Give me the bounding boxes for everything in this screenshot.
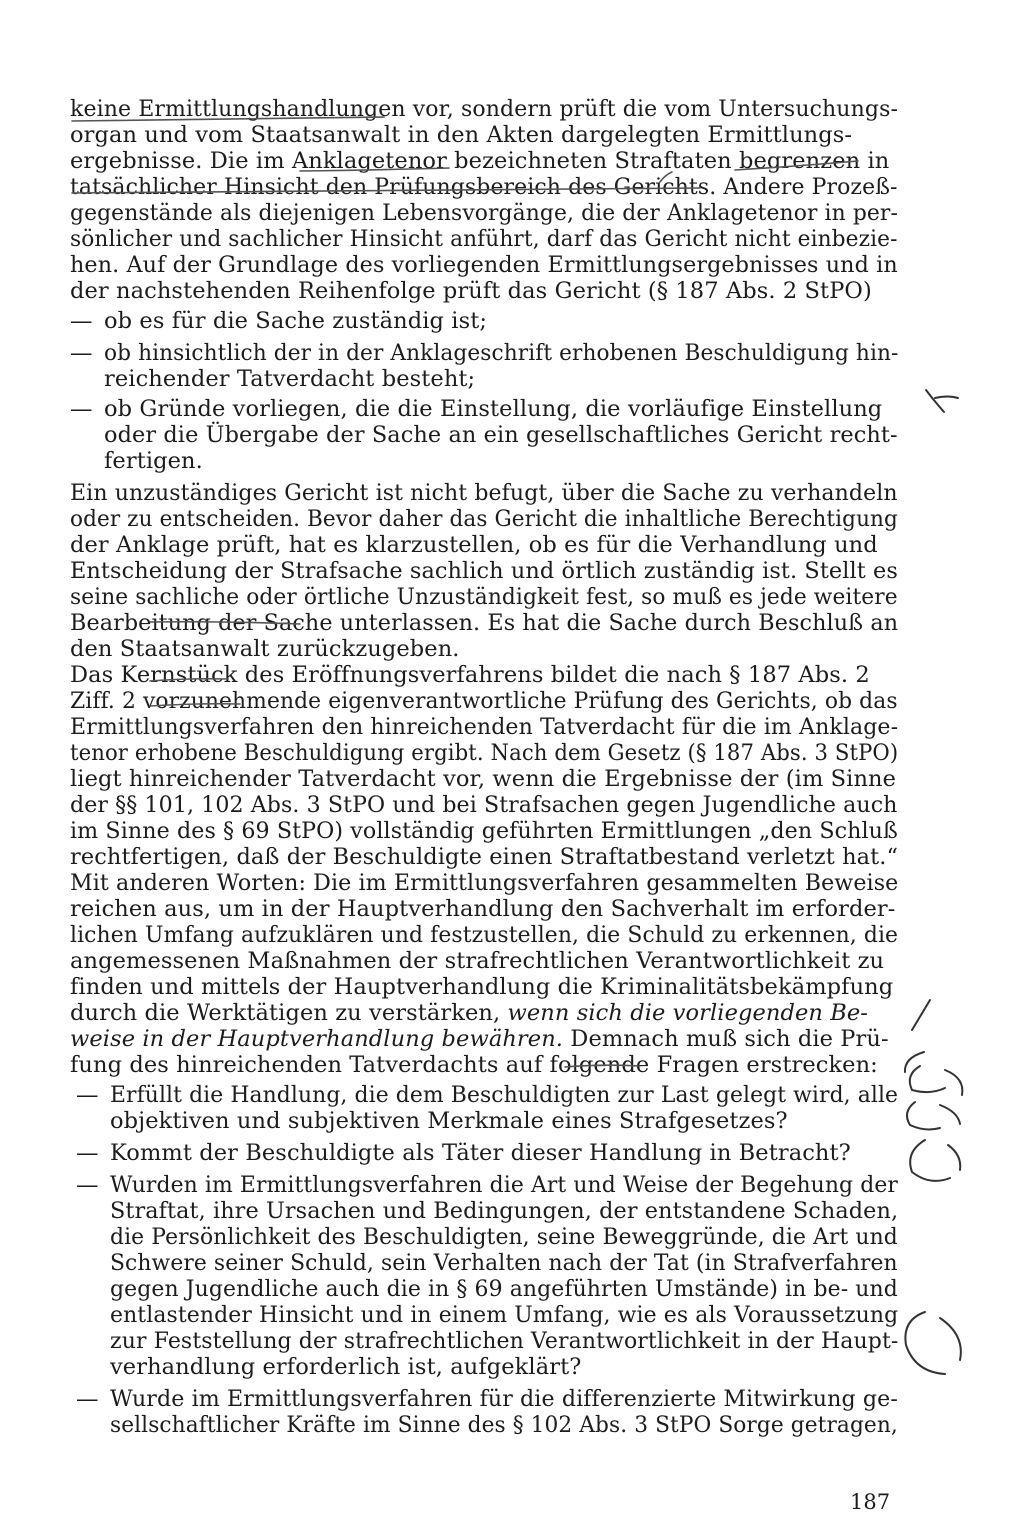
- list-item: Schwere seiner Schuld, sein Verhalten nach der Tat (in Strafverfahren: [110, 1250, 898, 1276]
- text-line: Ermittlungsverfahren den hinreichenden Tatverdacht für die im Anklage-: [70, 714, 899, 740]
- text-span: Demnach muß sich die Prü-: [563, 1026, 889, 1052]
- text-line: rechtfertigen, daß der Beschuldigte einen Straftatbestand verletzt hat.“: [70, 844, 899, 870]
- text-span: durch die Werktätigen zu verstärken,: [70, 1000, 508, 1026]
- list-dash: —: [70, 308, 93, 334]
- text-line: Ein unzuständiges Gericht ist nicht befugt, über die Sache zu verhandeln: [70, 480, 898, 506]
- text-line: reichen aus, um in der Hauptverhandlung den Sachverhalt im erforder-: [70, 896, 896, 922]
- list-dash: —: [70, 396, 93, 422]
- text-line: Entscheidung der Strafsache sachlich und örtlich zuständig ist. Stellt es: [70, 558, 898, 584]
- list-item: Erfüllt die Handlung, die dem Beschuldigten zur Last gelegt wird, alle: [110, 1082, 899, 1108]
- text-line: Das Kernstück des Eröffnungsverfahrens bildet die nach § 187 Abs. 2: [70, 662, 870, 688]
- list-item: Straftat, ihre Ursachen und Bedingungen, der entstandene Schaden,: [110, 1198, 899, 1224]
- list-item: sellschaftlicher Kräfte im Sinne des § 102 Abs. 3 StPO Sorge getragen,: [110, 1412, 898, 1438]
- text-line: im Sinne des § 69 StPO) vollständig geführten Ermittlungen „den Schluß: [70, 818, 898, 844]
- margin-bracket: [945, 1070, 962, 1095]
- list-item: Wurden im Ermittlungsverfahren die Art und Weise der Begehung der: [110, 1172, 898, 1198]
- list-item: reichender Tatverdacht besteht;: [104, 366, 476, 392]
- text-line: Mit anderen Worten: Die im Ermittlungsverfahren gesammelten Beweise: [70, 870, 899, 896]
- margin-bracket: [948, 1145, 960, 1170]
- italic-span: weise in der Hauptverhandlung bewähren.: [70, 1026, 564, 1052]
- margin-bracket: [907, 1102, 940, 1129]
- list-item: ob es für die Sache zuständig ist;: [104, 308, 488, 334]
- text-line: fung des hinreichenden Tatverdachts auf folgende Fragen erstrecken:: [70, 1052, 878, 1078]
- list-item: zur Feststellung der strafrechtlichen Verantwortlichkeit in der Haupt-: [110, 1328, 899, 1354]
- list-item: Kommt der Beschuldigte als Täter dieser Handlung in Betracht?: [110, 1140, 851, 1166]
- text-line: organ und vom Staatsanwalt in den Akten dargelegten Ermittlungs-: [70, 122, 853, 148]
- text-line: gegenstände als diejenigen Lebensvorgänge, die der Anklagetenor in per-: [70, 200, 898, 226]
- text-line: der Anklage prüft, hat es klarzustellen, ob es für die Verhandlung und: [70, 532, 878, 558]
- list-item: ob Gründe vorliegen, die die Einstellung, die vorläufige Einstellung: [104, 396, 883, 422]
- text-line: seine sachliche oder örtliche Unzuständigkeit fest, so muß es jede weitere: [70, 584, 898, 610]
- list-item: objektiven und subjektiven Merkmale eines Strafgesetzes?: [110, 1108, 788, 1134]
- list-dash: —: [76, 1082, 99, 1108]
- margin-scribble: [935, 397, 958, 399]
- text-line: keine Ermittlungshandlungen vor, sondern prüft die vom Untersuchungs-: [70, 96, 899, 122]
- text-line: liegt hinreichender Tatverdacht vor, wenn die Ergebnisse der (im Sinne: [70, 766, 897, 792]
- list-item: ob hinsichtlich der in der Anklageschrift erhobenen Beschuldigung hin-: [104, 340, 899, 366]
- text-line: [70, 1000, 868, 1026]
- text-line: Ziff. 2 vorzunehmende eigenverantwortliche Prüfung des Gerichts, ob das: [70, 688, 898, 714]
- text-line: den Staatsanwalt zurückzugeben.: [70, 636, 460, 662]
- margin-bracket: [940, 1318, 961, 1360]
- text-line: finden und mittels der Hauptverhandlung die Kriminalitätsbekämpfung: [70, 974, 894, 1000]
- margin-scribble: [905, 1052, 924, 1072]
- text-line: oder zu entscheiden. Bevor daher das Gericht die inhaltliche Berechtigung: [70, 506, 898, 532]
- text-line: der nachstehenden Reihenfolge prüft das Gericht (§ 187 Abs. 2 StPO): [70, 278, 872, 304]
- text-line: Bearbeitung der Sache unterlassen. Es hat die Sache durch Beschluß an: [70, 610, 899, 636]
- list-dash: —: [76, 1172, 99, 1198]
- list-item: die Persönlichkeit des Beschuldigten, seine Beweggründe, die Art und: [110, 1224, 898, 1250]
- text-line: [70, 1026, 889, 1052]
- text-line: angemessenen Maßnahmen der strafrechtlichen Verantwortlichkeit zu: [70, 948, 885, 974]
- margin-scribble: [912, 1000, 930, 1030]
- list-item: entlastender Hinsicht und in einem Umfang, wie es als Voraussetzung: [110, 1302, 899, 1328]
- margin-bracket: [910, 1140, 950, 1181]
- text-line: sönlicher und sachlicher Hinsicht anführt, darf das Gericht nicht einbezie-: [70, 226, 898, 252]
- text-line: ergebnisse. Die im Anklagetenor bezeichneten Straftaten begrenzen in: [70, 148, 890, 174]
- list-item: verhandlung erforderlich ist, aufgeklärt?: [110, 1354, 582, 1380]
- list-item: oder die Übergabe der Sache an ein gesellschaftliches Gericht recht-: [104, 422, 898, 448]
- text-line: tenor erhobene Beschuldigung ergibt. Nach dem Gesetz (§ 187 Abs. 3 StPO): [70, 740, 899, 766]
- list-item: fertigen.: [104, 448, 203, 474]
- list-dash: —: [76, 1386, 99, 1412]
- list-dash: —: [70, 340, 93, 366]
- margin-bracket: [905, 1312, 945, 1374]
- page-number: 187: [850, 1490, 891, 1514]
- margin-scribble: [926, 390, 944, 412]
- list-item: Wurde im Ermittlungsverfahren für die differenzierte Mitwirkung ge-: [110, 1386, 898, 1412]
- text-line: der §§ 101, 102 Abs. 3 StPO und bei Strafsachen gegen Jugendliche auch: [70, 792, 898, 818]
- text-line: tatsächlicher Hinsicht den Prüfungsbereich des Gerichts. Andere Prozeß-: [70, 174, 898, 200]
- text-line: hen. Auf der Grundlage des vorliegenden Ermittlungsergebnisses und in: [70, 252, 898, 278]
- list-item: gegen Jugendliche auch die in § 69 angeführten Umstände) in be- und: [110, 1276, 898, 1302]
- italic-span: wenn sich die vorliegenden Be-: [507, 1000, 869, 1026]
- margin-bracket: [940, 1105, 960, 1124]
- list-dash: —: [76, 1140, 99, 1166]
- text-line: lichen Umfang aufzuklären und festzustellen, die Schuld zu erkennen, die: [70, 922, 899, 948]
- margin-bracket: [910, 1066, 945, 1092]
